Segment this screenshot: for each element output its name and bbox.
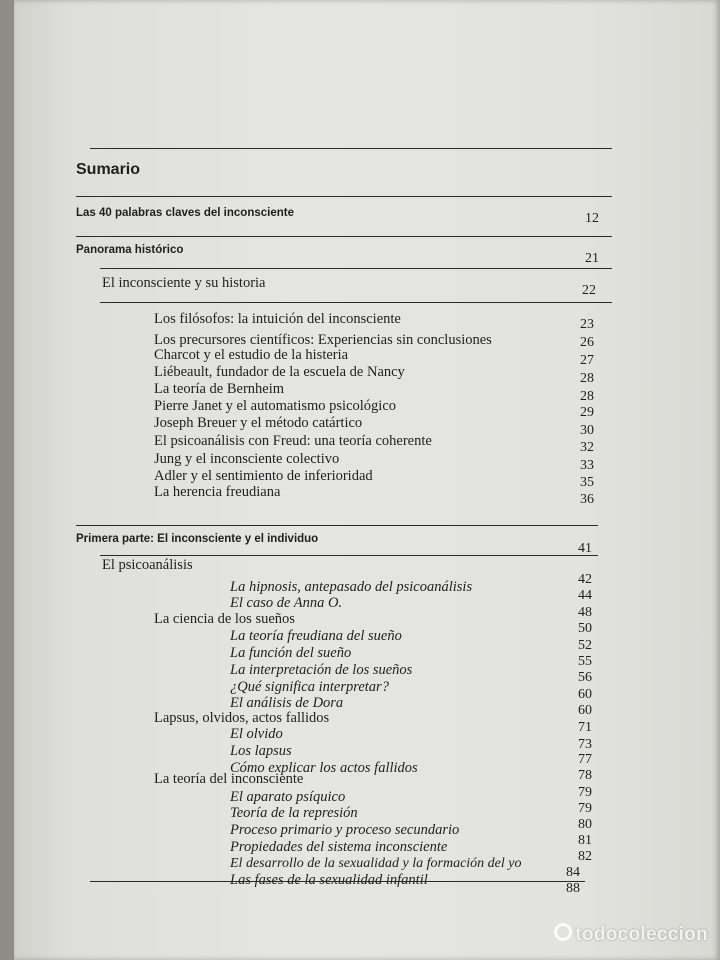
toc-entry: Joseph Breuer y el método catártico — [154, 415, 363, 431]
section-page: 21 — [585, 251, 599, 266]
watermark-text: todocoleccion — [575, 924, 708, 945]
toc-page: 36 — [580, 492, 594, 507]
toc-page: 44 — [578, 588, 592, 603]
toc-entry: Teoría de la represión — [230, 805, 358, 821]
section-title: Panorama histórico — [76, 244, 184, 256]
heading-rule — [76, 196, 612, 197]
toc-page: 32 — [580, 440, 594, 455]
toc-entry: El desarrollo de la sexualidad y la formación del yo — [230, 856, 522, 871]
chapter-title: El inconsciente y su historia — [102, 275, 266, 291]
toc-page: 88 — [566, 881, 580, 896]
toc-page: 79 — [578, 785, 592, 800]
toc-entry: El psicoanálisis con Freud: una teoría coherente — [154, 433, 432, 449]
toc-page: 60 — [578, 687, 592, 702]
toc-entry: Liébeault, fundador de la escuela de Nancy — [154, 364, 405, 380]
toc-page: 28 — [580, 389, 594, 404]
toc-entry: La teoría del inconsciente — [154, 771, 304, 787]
section-rule — [76, 236, 612, 237]
toc-page: 33 — [580, 458, 594, 473]
toc-page: 71 — [578, 720, 592, 735]
toc-page: 80 — [578, 817, 592, 832]
chapter-title: El psicoanálisis — [102, 557, 193, 573]
toc-entry: La ciencia de los sueños — [154, 611, 295, 627]
toc-entry: La función del sueño — [230, 645, 352, 661]
toc-entry: El olvido — [230, 726, 283, 742]
toc-entry: Cómo explicar los actos fallidos — [230, 760, 418, 776]
section-page: 41 — [578, 541, 592, 556]
toc-page: 35 — [580, 475, 594, 490]
toc-entry: Adler y el sentimiento de inferioridad — [154, 468, 373, 484]
toc-page: 27 — [580, 353, 594, 368]
toc-page: 30 — [580, 423, 594, 438]
toc-entry: La herencia freudiana — [154, 484, 281, 500]
toc-entry: La teoría freudiana del sueño — [230, 628, 402, 644]
toc-page: 26 — [580, 335, 594, 350]
toc-entry: Charcot y el estudio de la histeria — [154, 347, 349, 363]
section-title: Primera parte: El inconsciente y el individuo — [76, 533, 319, 545]
part-rule — [76, 525, 598, 526]
toc-entry: Las fases de la sexualidad infantil — [230, 872, 428, 888]
toc-entry: Jung y el inconsciente colectivo — [154, 451, 340, 467]
toc-entry: El caso de Anna O. — [230, 595, 343, 611]
toc-entry: Propiedades del sistema inconsciente — [230, 839, 448, 855]
toc-page: 29 — [580, 405, 594, 420]
bottom-rule — [90, 881, 585, 882]
watermark-logo — [554, 923, 708, 946]
chapter-rule — [100, 302, 612, 303]
book-page — [14, 0, 720, 960]
toc-entry: Los precursores científicos: Experiencias sin conclusiones — [154, 332, 492, 348]
toc-page: 79 — [578, 801, 592, 816]
toc-page: 84 — [566, 865, 580, 880]
toc-page: 78 — [578, 768, 592, 783]
toc-entry: El análisis de Dora — [230, 695, 344, 711]
section-page: 12 — [585, 211, 599, 226]
toc-page: 60 — [578, 703, 592, 718]
toc-page: 50 — [578, 621, 592, 636]
toc-page: 77 — [578, 752, 592, 767]
toc-entry: Los filósofos: la intuición del inconsciente — [154, 311, 401, 327]
page-title: Sumario — [76, 161, 141, 178]
toc-page: 56 — [578, 670, 592, 685]
toc-page: 42 — [578, 572, 592, 587]
toc-page: 73 — [578, 737, 592, 752]
toc-page: 82 — [578, 849, 592, 864]
toc-page: 23 — [580, 317, 594, 332]
chapter-page: 22 — [582, 283, 596, 298]
toc-page: 28 — [580, 371, 594, 386]
toc-entry: Los lapsus — [230, 743, 292, 759]
toc-entry: La hipnosis, antepasado del psicoanálisis — [230, 579, 473, 595]
section-title: Las 40 palabras claves del inconsciente — [76, 207, 294, 219]
toc-entry: ¿Qué significa interpretar? — [230, 679, 389, 695]
toc-page: 48 — [578, 605, 592, 620]
toc-entry: Pierre Janet y el automatismo psicológico — [154, 398, 397, 414]
toc-page: 52 — [578, 638, 592, 653]
section-rule — [100, 555, 598, 556]
toc-entry: Lapsus, olvidos, actos fallidos — [154, 710, 330, 726]
top-rule — [90, 148, 612, 149]
toc-entry: La interpretación de los sueños — [230, 662, 413, 678]
toc-entry: La teoría de Bernheim — [154, 381, 285, 397]
toc-entry: El aparato psíquico — [230, 789, 346, 805]
watermark-icon — [554, 923, 572, 941]
toc-page: 81 — [578, 833, 592, 848]
section-rule — [100, 268, 612, 269]
toc-page: 55 — [578, 654, 592, 669]
toc-entry: Proceso primario y proceso secundario — [230, 822, 460, 838]
